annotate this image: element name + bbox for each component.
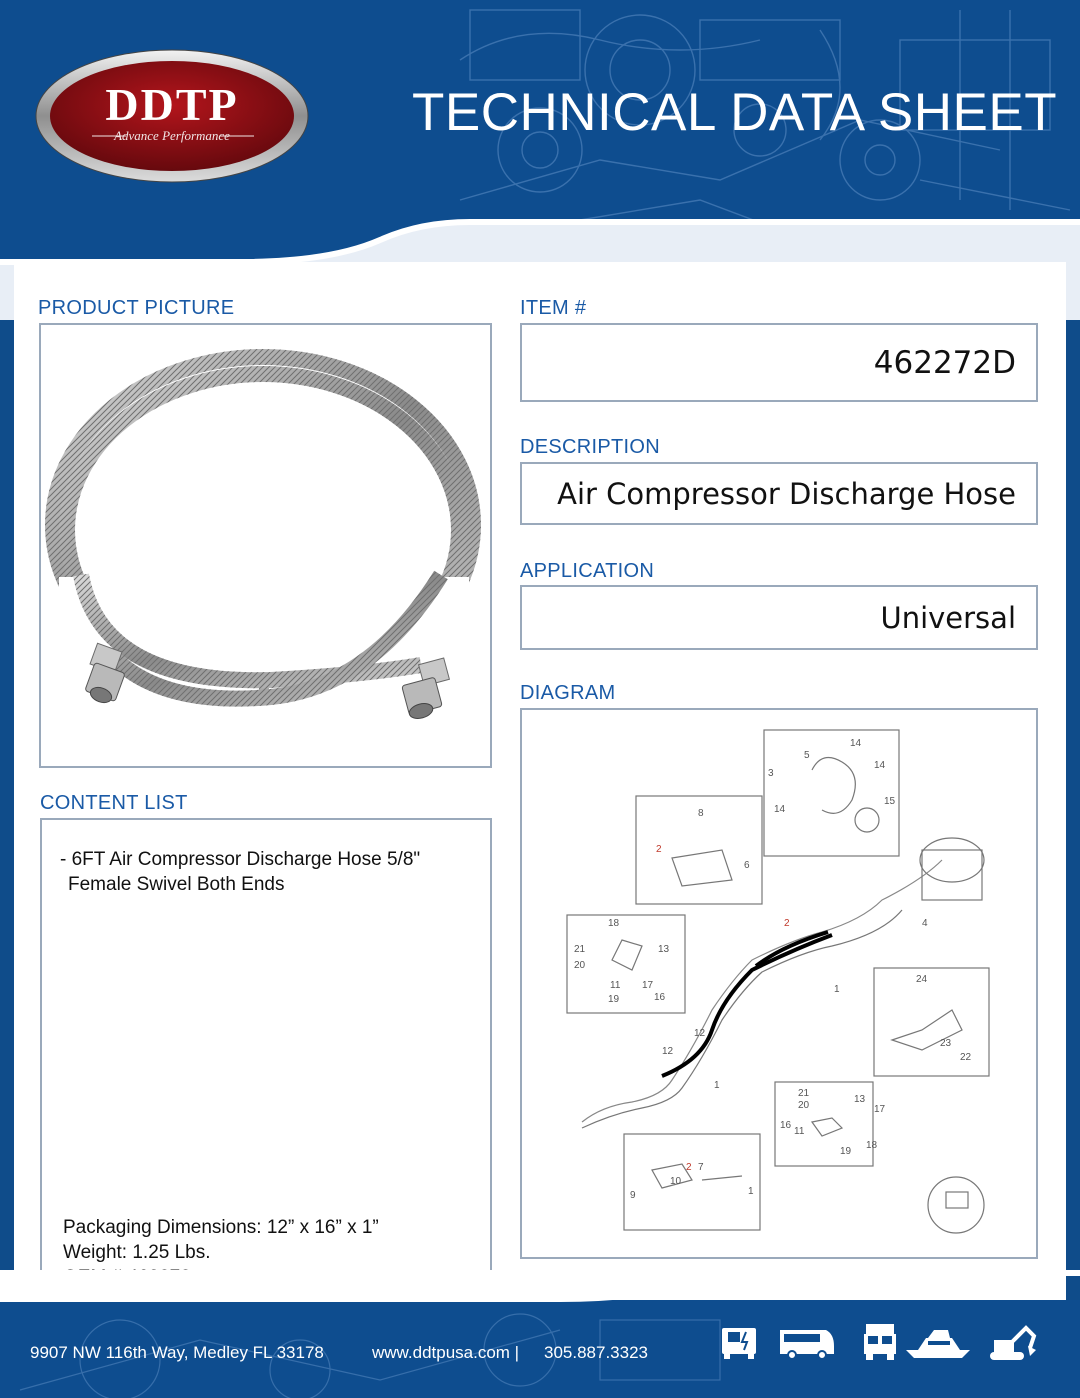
description-label: DESCRIPTION — [520, 436, 660, 458]
diagram-callout: 9 — [630, 1190, 636, 1201]
product-picture-label: PRODUCT PICTURE — [38, 297, 235, 319]
diagram-callout: 1 — [714, 1080, 720, 1091]
item-number-label: ITEM # — [520, 297, 587, 319]
diagram-callout: 13 — [854, 1094, 866, 1105]
diagram-callout: 2 — [656, 844, 662, 855]
footer-phone[interactable]: 305.887.3323 — [544, 1343, 648, 1362]
footer-address: 9907 NW 116th Way, Medley FL 33178 — [30, 1343, 324, 1362]
truck-icon — [858, 1322, 902, 1362]
logo-tagline: Advance Performance — [114, 128, 230, 143]
hose-image — [41, 325, 490, 766]
diagram-callout: 10 — [670, 1176, 682, 1187]
diagram-callout: 19 — [840, 1146, 852, 1157]
item-number-box — [520, 323, 1038, 402]
diagram-callout: 11 — [610, 980, 621, 991]
diagram-callout: 1 — [834, 984, 840, 995]
diagram-callout: 3 — [768, 768, 774, 779]
diagram-callout: 21 — [574, 944, 586, 955]
content-line-1: - 6FT Air Compressor Discharge Hose 5/8" — [60, 849, 421, 870]
diagram-callout: 2 — [686, 1162, 692, 1173]
product-picture-box — [39, 323, 492, 768]
logo-wordmark: DDTP — [105, 79, 239, 130]
content-list-label: CONTENT LIST — [40, 792, 188, 814]
diagram-callout: 19 — [608, 994, 620, 1005]
diagram-callout: 4 — [922, 918, 928, 929]
diagram-callout: 11 — [794, 1126, 805, 1137]
diagram-callout: 12 — [662, 1046, 674, 1057]
diagram-callout: 12 — [694, 1028, 706, 1039]
diagram-callout: 13 — [658, 944, 670, 955]
application-value: Universal — [880, 601, 1016, 635]
diagram-callout: 20 — [574, 960, 586, 971]
diagram-callout: 17 — [642, 980, 654, 991]
yacht-icon — [904, 1322, 976, 1362]
application-box — [520, 585, 1038, 650]
diagram-callout: 1 — [748, 1186, 754, 1197]
diagram-callout: 16 — [780, 1120, 792, 1131]
diagram-callout: 15 — [884, 796, 896, 807]
description-value: Air Compressor Discharge Hose — [557, 477, 1016, 511]
content-line-2: Female Swivel Both Ends — [68, 874, 285, 895]
diagram-callout: 20 — [798, 1100, 810, 1111]
diagram-callout: 14 — [874, 760, 886, 771]
footer-wave — [0, 1270, 1080, 1330]
packaging-dimensions: Packaging Dimensions: 12” x 16” x 1” — [63, 1217, 379, 1238]
diagram-callout: 18 — [608, 918, 620, 929]
diagram-callout: 7 — [698, 1162, 704, 1173]
weight: Weight: 1.25 Lbs. — [63, 1242, 211, 1263]
content-list-box — [40, 818, 492, 1292]
bus-icon — [776, 1322, 836, 1362]
description-box — [520, 462, 1038, 525]
diagram-callout: 21 — [798, 1088, 810, 1099]
parts-diagram — [522, 710, 1036, 1257]
diagram-callout: 2 — [784, 918, 790, 929]
excavator-icon — [986, 1322, 1040, 1362]
diagram-callout: 23 — [940, 1038, 952, 1049]
diagram-callout: 22 — [960, 1052, 972, 1063]
diagram-callout: 17 — [874, 1104, 886, 1115]
generator-icon — [718, 1322, 762, 1362]
item-number-value: 462272D — [873, 345, 1016, 381]
diagram-box — [520, 708, 1038, 1259]
diagram-callout: 18 — [866, 1140, 878, 1151]
diagram-label: DIAGRAM — [520, 682, 616, 704]
diagram-callout: 16 — [654, 992, 666, 1003]
page-title: TECHNICAL DATA SHEET — [412, 83, 1058, 142]
diagram-callout: 5 — [804, 750, 810, 761]
diagram-callout: 14 — [774, 804, 786, 815]
diagram-callout: 6 — [744, 860, 750, 871]
footer-website[interactable]: www.ddtpusa.com | — [372, 1343, 520, 1362]
diagram-callout: 14 — [850, 738, 862, 749]
diagram-callout: 24 — [916, 974, 928, 985]
application-label: APPLICATION — [520, 560, 655, 582]
diagram-callout: 8 — [698, 808, 704, 819]
